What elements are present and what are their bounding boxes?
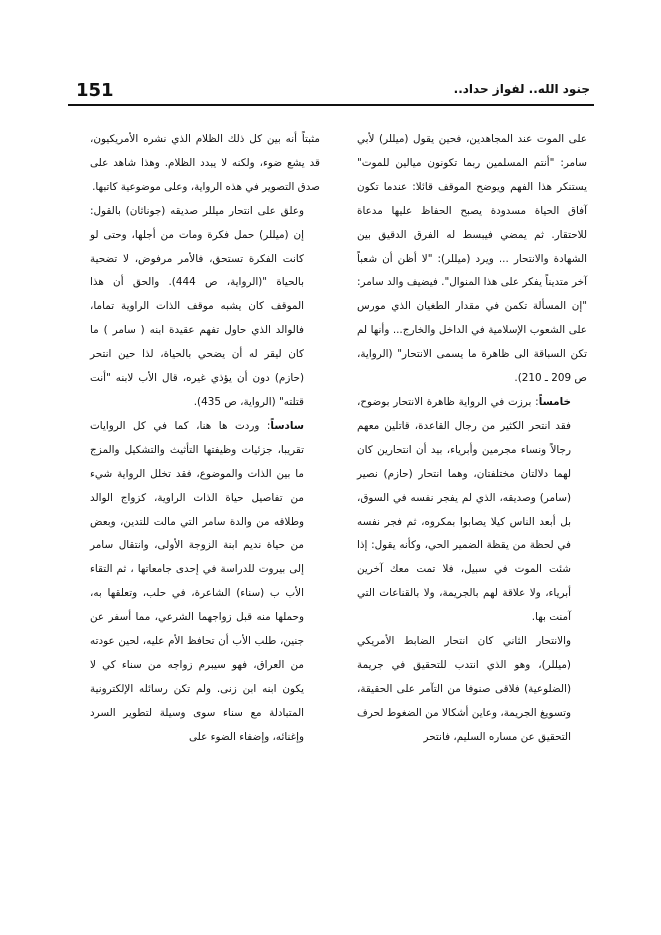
section-label-fifth: خامساً (538, 395, 571, 408)
right-paragraph-2 (357, 391, 587, 630)
right-paragraph-1: على الموت عند المجاهدين، فحين يقول (ميللر) لأبي سامر: "أنتم المسلمين ربما تكونون ميالين للموت" يستنكر هذا الفهم ويوضح الموقف قائلا: عندما تكون آفاق الحياة مسدودة يصبح الحفاظ عليها مدعاة للاحتقار. ثم يمضي فيبسط له الفرق الدقيق بين الشهادة والانتحار ... ويرد (ميللر): "لا أظن أن شعباً آخر متديناً يفكر على هذا المنوال". فيضيف والد سامر: "إن المسألة تكمن في مقدار الطغيان الذي مورس على الشعوب الإسلامية في الداخل والخارج... وأنها لم تكن السباقة الى ظاهرة ما يسمى الانتحار" (الرواية، ص 209 ـ 210). (357, 133, 587, 385)
left-paragraph-2: وعلق على انتحار ميللر صديقه (جوناثان) بالقول: إن (ميللر) حمل فكرة ومات من أجلها، وحتى لو كانت الفكرة تستحق، فالأمر مرفوض، لا تضحية بالحياة "(الرواية، ص 444). والحق أن هذا الموقف كان يشبه موقف الذات الراوية تماما، فالوالد الذي حاول تفهم عقيدة ابنه ( سامر ) ما كان ليقر له أن يضحي بالحياة، لذا حين انتحر (حازم) دون أن يؤذي غيره، قال الأب لابنه "أنت قتلته" (الرواية، ص 435). (90, 204, 304, 408)
page-number: 151 (76, 80, 114, 101)
left-paragraph-3 (90, 415, 320, 750)
header-rule (68, 104, 594, 106)
section-label-sixth: سادساً (270, 419, 304, 432)
right-paragraph-3: والانتحار الثاني كان انتحار الضابط الأمريكي (ميللر)، وهو الذي انتدب للتحقيق في جريمة (الضلوعية) فلاقى صنوفا من التآمر على الحقيقة، وتسويغ الجريمة، وعاين أشكالا من الضغوط لحرف التحقيق عن مساره السليم، فانتحر (357, 635, 571, 743)
left-column (90, 128, 320, 750)
right-column (357, 128, 587, 750)
left-paragraph-1: مثبتاً أنه بين كل ذلك الظلام الذي نشره الأمريكيون، قد يشع ضوء، ولكنه لا يبدد الظلام. وهذا شاهد على صدق التصوير في هذه الرواية، وعلى موضوعية كاتبها. (90, 133, 320, 193)
right-paragraph-2-text: : برزت في الرواية ظاهرة الانتحار بوضوح، فقد انتحر الكثير من رجال القاعدة، قاتلين معهم رجالاً ونساء مجرمين وأبرياء، بيد أن انتحارين كان لهما دلالتان مختلفتان، وهما انتحار (حازم) نصير (سامر) وصديقه، الذي لم يفجر نفسه في السوق، بل أبعد الناس كيلا يصابوا بمكروه، ثم فجر نفسه في لحظة من يقظة الضمير الحي، وكأنه يقول: إذا شئت الموت في سبيل، فلا تمت معك آخرين أبرياء، ولا علاقة لهم بالجريمة، ولا بالقناعات التي آمنت بها. (357, 395, 571, 624)
left-paragraph-3-text: : وردت ها هنا، كما في كل الروايات تقريبا، جزئيات وظيفتها التأثيث والتشكيل والمزج ما بين الذات والموضوع، فقد تخلل الرواية شيء من تفاصيل حياة الذات الراوية، كزواج الوالد وطلاقه من والدة سامر التي مالت للتدين، وبعض من حياة نديم ابنة الزوجة الأولى، وانتقال سامر إلى بيروت للدراسة في إحدى جامعاتها ، ثم التقاء الأب ب (سناء) الشاعرة، في حلب، وتعلقها به، وحملها منه قبل زواجهما الشرعي، مما أسفر عن جنين، طلب الأب أن تحافظ الأم عليه، لحين عودته من العراق، فهو سيبرم زواجه من سناء كي لا يكون ابنه ابن زنى. ولم تكن رسائله الإلكترونية المتبادلة مع سناء سوى وسيلة لتطوير السرد وإغنائه، وإضفاء الضوء على (90, 419, 304, 743)
page-header (68, 80, 594, 102)
running-head: جنود الله.. لفواز حداد.. (453, 82, 590, 96)
